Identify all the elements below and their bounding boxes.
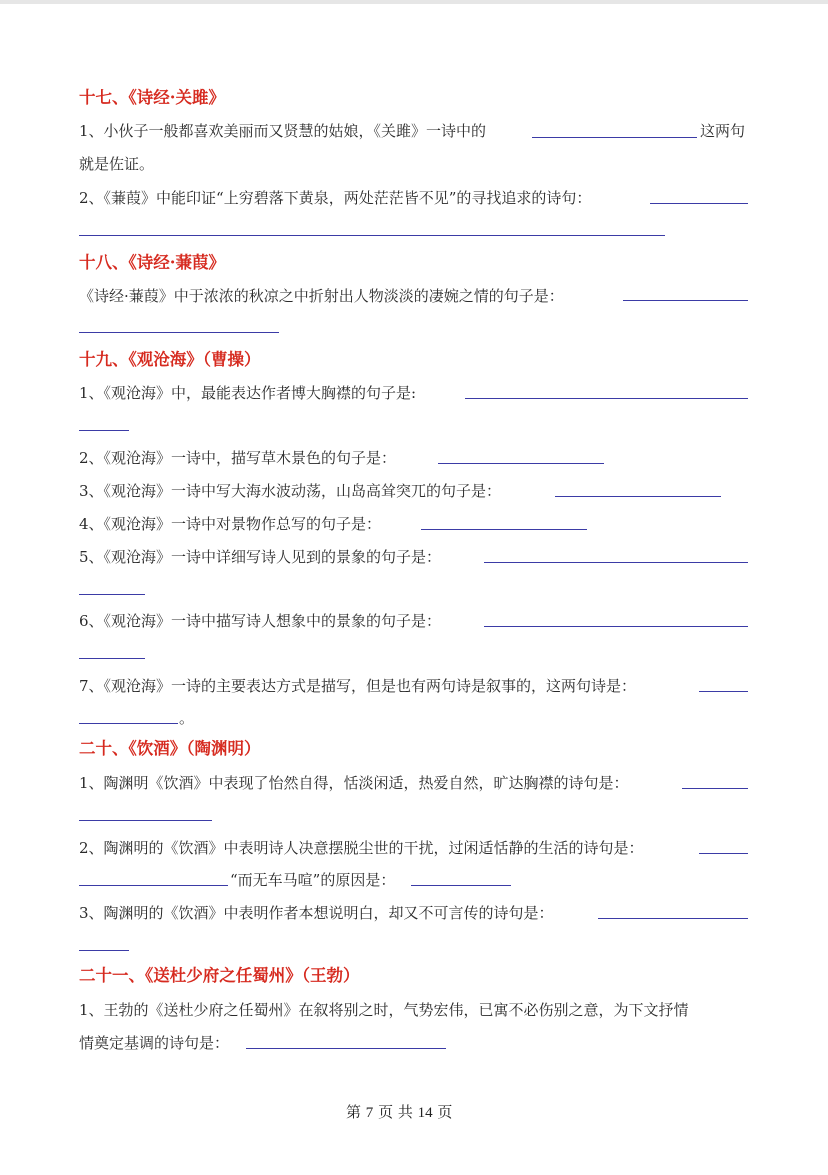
answer-blank[interactable] xyxy=(532,137,697,138)
answer-blank[interactable] xyxy=(79,235,665,236)
s18-q1-text: 《诗经·蒹葭》中于浓浓的秋凉之中折射出人物淡淡的凄婉之情的句子是： xyxy=(79,287,564,305)
s19-q7-end: 。 xyxy=(179,709,195,727)
current-page-number: 7 xyxy=(365,1105,374,1121)
s19-q1-text: 1、《观沧海》中，最能表达作者博大胸襟的句子是: xyxy=(79,384,417,402)
s20-q2-text: 2、陶渊明的《饮酒》中表明诗人决意摆脱尘世的干扰，过闲适恬静的生活的诗句是： xyxy=(79,839,644,857)
section-20-heading: 二十、《饮酒》（陶渊明） xyxy=(79,739,261,758)
s21-q1-continued: 情奠定基调的诗句是： xyxy=(79,1034,230,1052)
s21-q1-text: 1、王勃的《送杜少府之任蜀州》在叙将别之时，气势宏伟，已寓不必伤别之意，为下文抒情 xyxy=(79,1001,689,1019)
answer-blank[interactable] xyxy=(79,658,145,659)
answer-blank[interactable] xyxy=(79,820,212,821)
s19-q3-text: 3、《观沧海》一诗中写大海水波动荡，山岛高耸突兀的句子是： xyxy=(79,482,502,500)
section-17-heading: 十七、《诗经·关雎》 xyxy=(79,88,225,107)
total-pages-number: 14 xyxy=(417,1105,433,1121)
s19-q5-text: 5、《观沧海》一诗中详细写诗人见到的景象的句子是： xyxy=(79,548,442,566)
section-19-heading: 十九、《观沧海》（曹操） xyxy=(79,350,261,369)
s20-q3-text: 3、陶渊明的《饮酒》中表明作者本想说明白，却又不可言传的诗句是： xyxy=(79,904,554,922)
answer-blank[interactable] xyxy=(465,398,748,399)
s17-q1-text: 1、小伙子一般都喜欢美丽而又贤慧的姑娘，《关雎》一诗中的 xyxy=(79,122,487,140)
answer-blank[interactable] xyxy=(699,853,748,854)
answer-blank[interactable] xyxy=(555,496,721,497)
s19-q6-text: 6、《观沧海》一诗中描写诗人想象中的景象的句子是： xyxy=(79,612,442,630)
footer-suffix: 页 xyxy=(437,1103,453,1121)
answer-blank[interactable] xyxy=(682,788,748,789)
s17-q1-continued: 就是佐证。 xyxy=(79,155,155,173)
s20-q2-cause-text: “而无车马喧”的原因是： xyxy=(230,871,396,889)
s17-q2-text: 2、《蒹葭》中能印证“上穷碧落下黄泉，两处茫茫皆不见”的寻找追求的诗句： xyxy=(79,189,592,207)
answer-blank[interactable] xyxy=(421,529,587,530)
answer-blank[interactable] xyxy=(699,691,748,692)
answer-blank[interactable] xyxy=(79,594,145,595)
answer-blank[interactable] xyxy=(79,332,279,333)
answer-blank[interactable] xyxy=(79,950,129,951)
answer-blank[interactable] xyxy=(650,203,748,204)
answer-blank[interactable] xyxy=(484,626,748,627)
s19-q4-text: 4、《观沧海》一诗中对景物作总写的句子是： xyxy=(79,515,382,533)
s19-q7-text: 7、《观沧海》一诗的主要表达方式是描写，但是也有两句诗是叙事的，这两句诗是： xyxy=(79,677,637,695)
answer-blank[interactable] xyxy=(411,885,511,886)
page-footer xyxy=(346,1101,452,1124)
answer-blank[interactable] xyxy=(484,562,748,563)
answer-blank[interactable] xyxy=(79,430,129,431)
answer-blank[interactable] xyxy=(598,918,748,919)
s17-q1-tail: 这两句 xyxy=(700,122,746,140)
section-21-heading: 二十一、《送杜少府之任蜀州》（王勃） xyxy=(79,966,360,985)
answer-blank[interactable] xyxy=(79,885,228,886)
s19-q2-text: 2、《观沧海》一诗中，描写草木景色的句子是： xyxy=(79,449,397,467)
s20-q1-text: 1、陶渊明《饮酒》中表现了怡然自得，恬淡闲适，热爱自然，旷达胸襟的诗句是： xyxy=(79,774,629,792)
answer-blank[interactable] xyxy=(246,1048,446,1049)
answer-blank[interactable] xyxy=(623,300,748,301)
footer-prefix: 第 xyxy=(346,1103,362,1121)
answer-blank[interactable] xyxy=(79,723,178,724)
footer-mid: 页 共 xyxy=(378,1103,413,1121)
answer-blank[interactable] xyxy=(438,463,604,464)
section-18-heading: 十八、《诗经·蒹葭》 xyxy=(79,253,225,272)
